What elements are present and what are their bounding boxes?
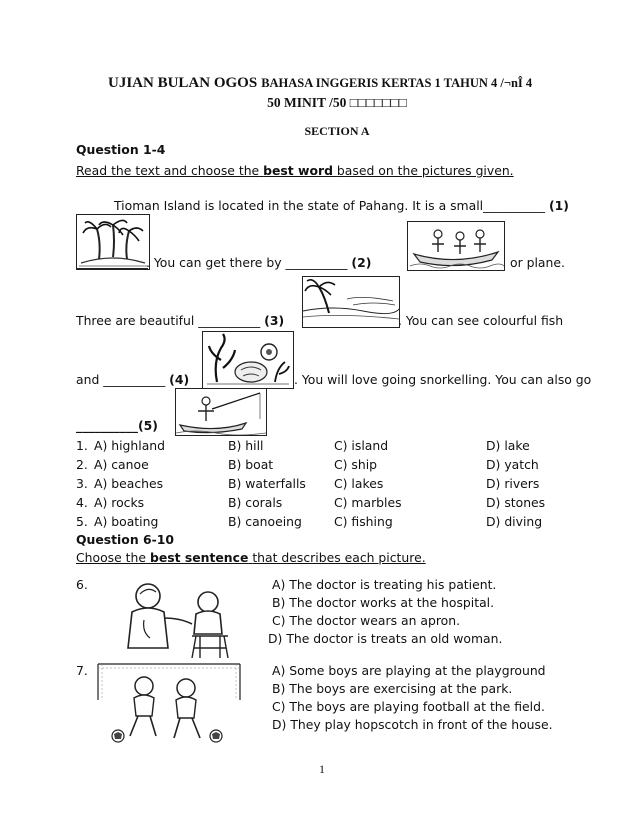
option-a: A) beaches — [94, 476, 164, 491]
corals-picture — [202, 331, 294, 389]
blank-underline-1 — [76, 268, 148, 269]
passage-line-3 — [76, 313, 284, 329]
option-number: 1. — [76, 438, 88, 453]
question-7-choice-a: A) Some boys are playing at the playground — [272, 663, 546, 678]
question-6-number: 6. — [76, 577, 88, 592]
option-d: D) stones — [486, 495, 546, 510]
island-illustration — [77, 215, 149, 269]
option-d: D) yatch — [486, 457, 539, 472]
option-number: 3. — [76, 476, 88, 491]
passage-line-1-text: Tioman Island is located in the state of Pahang. It is a small__________ — [114, 198, 546, 213]
page-number: 1 — [319, 762, 325, 776]
option-c: C) fishing — [334, 514, 393, 529]
beach-illustration — [303, 277, 399, 327]
blank-number-2: (2) — [351, 255, 372, 270]
option-number: 4. — [76, 495, 88, 510]
question-6-choice-b: B) The doctor works at the hospital. — [272, 595, 495, 610]
option-c: C) marbles — [334, 495, 402, 510]
exam-title-rest: BAHASA INGGERIS KERTAS 1 TAHUN 4 /¬nÎ 4 — [261, 76, 533, 90]
passage-line-2-text: . You can get there by __________ — [146, 255, 348, 270]
instruction-6-10-post: that describes each picture. — [252, 550, 426, 565]
option-a: A) rocks — [94, 495, 145, 510]
question-6-choice-c: C) The doctor wears an apron. — [272, 613, 461, 628]
question-6-choice-a: A) The doctor is treating his patient. — [272, 577, 497, 592]
question-6-choice-d: D) The doctor is treats an old woman. — [268, 631, 503, 646]
blank-number-4: (4) — [169, 372, 190, 387]
option-b: B) canoeing — [228, 514, 302, 529]
instruction-1-4-bold: best word — [263, 163, 333, 178]
doctor-illustration — [96, 578, 246, 658]
boat-picture — [407, 221, 505, 271]
option-d: D) rivers — [486, 476, 540, 491]
exam-title — [108, 74, 568, 92]
football-illustration — [94, 660, 244, 746]
option-c: C) ship — [334, 457, 378, 472]
boat-illustration — [408, 222, 504, 270]
passage-line-2 — [146, 255, 371, 271]
option-a: A) canoe — [94, 457, 149, 472]
passage-line-3-text: Three are beautiful __________ — [76, 313, 261, 328]
passage-line-4-text: and __________ — [76, 372, 166, 387]
question-7-choice-d: D) They play hopscotch in front of the house. — [272, 717, 553, 732]
option-d: D) lake — [486, 438, 530, 453]
section-title: SECTION A — [304, 124, 370, 138]
instruction-6-10-pre: Choose the — [76, 550, 147, 565]
passage-line-3-end: . You can see colourful fish — [398, 313, 564, 328]
option-b: B) hill — [228, 438, 264, 453]
instruction-6-10 — [76, 550, 426, 566]
instruction-1-4 — [76, 163, 514, 179]
exam-title-prefix: UJIAN BULAN OGOS — [108, 75, 258, 91]
option-c: C) island — [334, 438, 389, 453]
doctor-picture — [96, 578, 246, 658]
instruction-1-4-post: based on the pictures given. — [336, 163, 514, 178]
option-number: 2. — [76, 457, 88, 472]
option-b: B) boat — [228, 457, 274, 472]
corals-illustration — [203, 332, 293, 388]
blank-number-3: (3) — [264, 313, 285, 328]
option-c: C) lakes — [334, 476, 384, 491]
blank-number-1: (1) — [549, 198, 569, 213]
question-7-choice-b: B) The boys are exercising at the park. — [272, 681, 513, 696]
blank-number-5: __________(5) — [76, 418, 158, 433]
fishing-picture — [175, 388, 267, 436]
exam-duration: 50 MINIT /50 □□□□□□□ — [267, 95, 407, 110]
option-a: A) highland — [94, 438, 166, 453]
question-7-number: 7. — [76, 663, 88, 678]
question-heading-1-4: Question 1-4 — [76, 142, 166, 157]
instruction-1-4-pre: Read the text and choose the — [76, 163, 260, 178]
option-a: A) boating — [94, 514, 159, 529]
question-7-choice-c: C) The boys are playing football at the field. — [272, 699, 545, 714]
passage-line-2-end: or plane. — [510, 255, 565, 270]
instruction-6-10-bold: best sentence — [149, 550, 249, 565]
question-heading-6-10: Question 6-10 — [76, 532, 174, 547]
fishing-illustration — [176, 389, 266, 435]
option-b: B) corals — [228, 495, 283, 510]
passage-line-4 — [76, 372, 189, 388]
option-d: D) diving — [486, 514, 543, 529]
beach-picture — [302, 276, 400, 328]
passage-line-4-end: . You will love going snorkelling. You can also go — [294, 372, 592, 387]
passage-line-1 — [114, 198, 569, 214]
island-picture — [76, 214, 150, 270]
football-picture — [94, 660, 244, 746]
option-b: B) waterfalls — [228, 476, 306, 491]
option-number: 5. — [76, 514, 88, 529]
